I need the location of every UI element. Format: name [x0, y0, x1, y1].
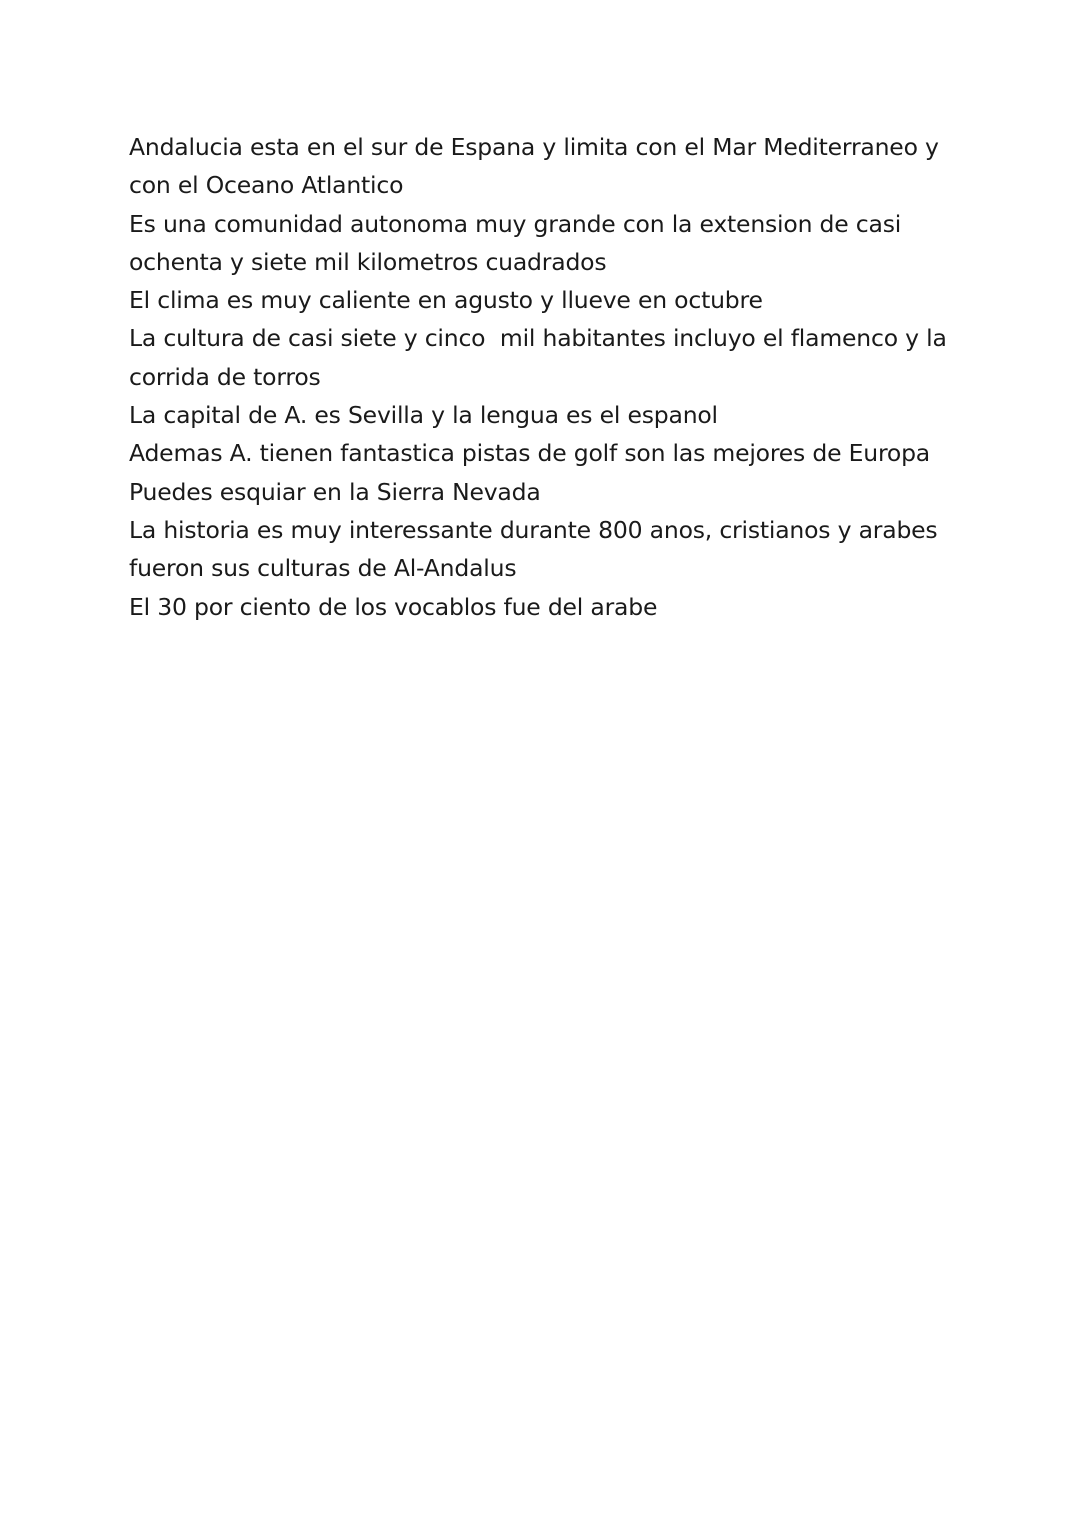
paragraph-golf: Ademas A. tienen fantastica pistas de golf son las mejores de Europa	[129, 439, 930, 468]
paragraph-location: Andalucia esta en el sur de Espana y limita con el Mar Mediterraneo y con el Oceano Atlantico	[129, 133, 947, 200]
paragraph-size: Es una comunidad autonoma muy grande con la extension de casi ochenta y siete mil kilometros cuadrados	[129, 209, 909, 276]
paragraph-capital-language: La capital de A. es Sevilla y la lengua es el espanol	[129, 401, 718, 430]
document-body	[129, 128, 959, 626]
paragraph-culture: La cultura de casi siete y cinco mil habitantes incluyo el flamenco y la corrida de torros	[129, 324, 954, 391]
paragraph-vocabulary: El 30 por ciento de los vocablos fue del arabe	[129, 592, 658, 621]
paragraph-skiing: Puedes esquiar en la Sierra Nevada	[129, 477, 541, 506]
paragraph-history: La historia es muy interessante durante 800 anos, cristianos y arabes fueron sus culturas de Al-Andalus	[129, 515, 945, 583]
paragraph-climate: El clima es muy caliente en agusto y llueve en octubre	[129, 286, 763, 315]
